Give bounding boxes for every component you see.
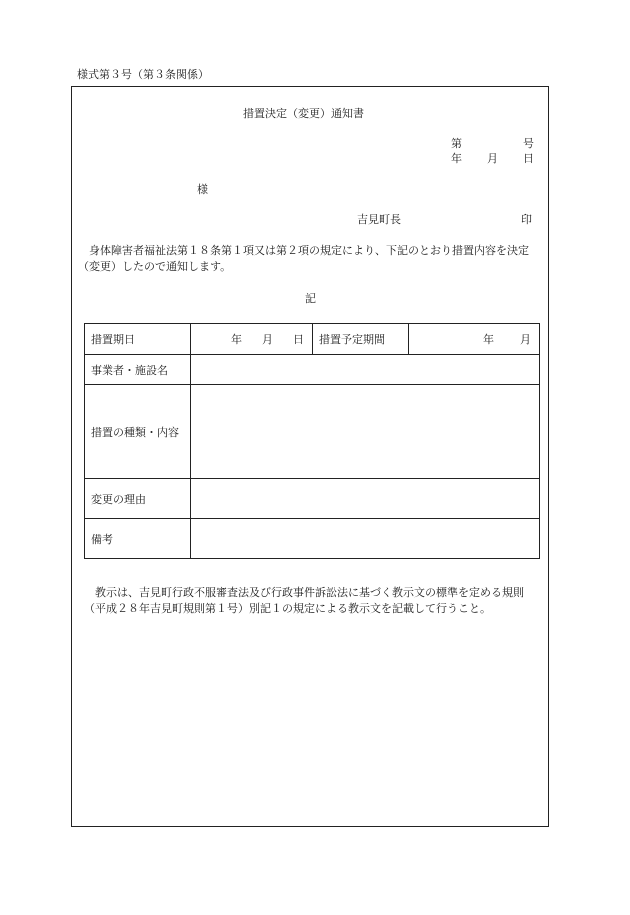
table-row xyxy=(85,479,540,519)
table-row xyxy=(85,385,540,479)
remarks-value-cell[interactable] xyxy=(191,519,540,559)
addressee-suffix: 様 xyxy=(197,183,208,196)
remarks-label: 備考 xyxy=(85,519,191,559)
planned-month: 月 xyxy=(520,333,531,346)
business-value-cell[interactable] xyxy=(191,355,540,385)
doc-number-suffix: 号 xyxy=(523,137,534,150)
period-day: 日 xyxy=(293,333,304,346)
footer-note: 教示は、吉見町行政不服審査法及び行政事件訴訟法に基づく教示文の標準を定める規則（平成２８年吉見町規則第１号）別記１の規定による教示文を記載して行うこと。 xyxy=(84,586,524,615)
ki-heading: 記 xyxy=(305,292,316,305)
table-row xyxy=(85,324,540,355)
doc-number-prefix: 第 xyxy=(451,137,462,150)
type-content-value-cell[interactable] xyxy=(191,385,540,479)
period-label: 措置期日 xyxy=(85,324,191,355)
record-table xyxy=(84,323,540,559)
table-row xyxy=(85,519,540,559)
date-day: 日 xyxy=(523,152,534,165)
planned-period-cell[interactable] xyxy=(409,324,540,355)
date-month: 月 xyxy=(487,152,498,165)
period-date-cell[interactable] xyxy=(191,324,313,355)
form-number: 様式第３号（第３条関係） xyxy=(77,68,209,81)
period-year: 年 xyxy=(231,333,242,346)
type-content-label: 措置の種類・内容 xyxy=(85,385,191,479)
change-reason-label: 変更の理由 xyxy=(85,479,191,519)
period-month: 月 xyxy=(262,333,273,346)
business-label: 事業者・施設名 xyxy=(85,355,191,385)
date-year: 年 xyxy=(451,152,462,165)
body-text: 身体障害者福祉法第１８条第１項又は第２項の規定により、下記のとおり措置内容を決定（変更）したので通知します。 xyxy=(78,244,529,273)
document-title: 措置決定（変更）通知書 xyxy=(243,107,364,120)
change-reason-value-cell[interactable] xyxy=(191,479,540,519)
table-row xyxy=(85,355,540,385)
planned-period-label: 措置予定期間 xyxy=(313,324,409,355)
planned-year: 年 xyxy=(483,333,494,346)
sender-title: 吉見町長 xyxy=(357,213,401,226)
sender-seal: 印 xyxy=(521,213,532,226)
